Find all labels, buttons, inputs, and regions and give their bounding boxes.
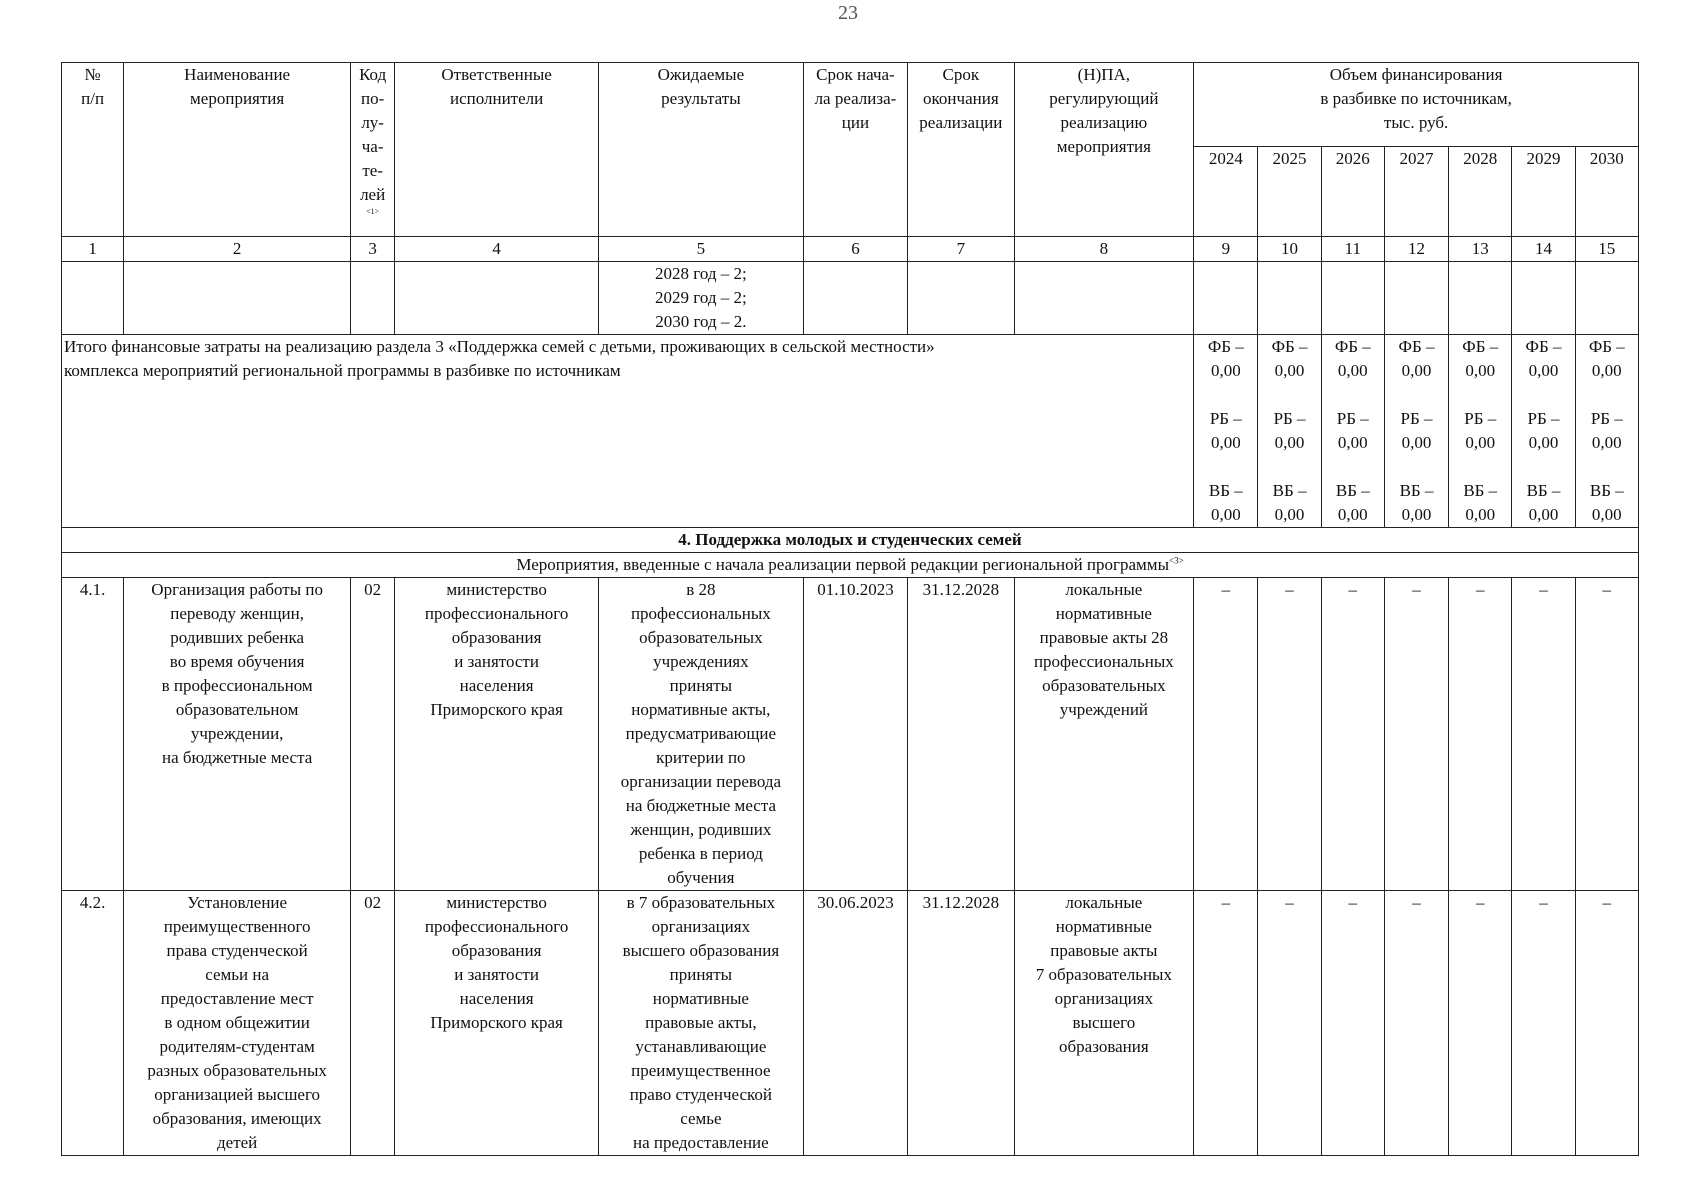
column-number: 4	[395, 237, 599, 262]
header-executors: Ответственные исполнители	[395, 63, 599, 237]
measures-table	[61, 62, 1639, 1156]
column-numbers-row	[62, 237, 1639, 262]
column-number: 11	[1321, 237, 1384, 262]
column-number: 7	[908, 237, 1014, 262]
column-number: 5	[598, 237, 803, 262]
total-funding-cell: ФБ – 0,00 РБ – 0,00 ВБ – 0,00	[1449, 335, 1512, 528]
cell-empty	[1449, 262, 1512, 335]
cell-empty	[803, 262, 907, 335]
row-name: Установление преимущественного права студенческой семьи на предоставление мест в одном общежитии родителям-студентам разных образовательных организацией высшего образования, имеющих детей	[124, 891, 351, 1156]
row-funding: –	[1449, 891, 1512, 1156]
column-number: 14	[1512, 237, 1575, 262]
continuation-results: 2028 год – 2; 2029 год – 2; 2030 год – 2.	[598, 262, 803, 335]
subsection-note: <3>	[1169, 555, 1184, 566]
subsection-cell	[62, 553, 1639, 578]
subsection-row	[62, 553, 1639, 578]
header-code-text: Код по- лу- ча- те- лей	[359, 65, 387, 204]
column-number: 9	[1194, 237, 1258, 262]
header-npa: (Н)ПА, регулирующий реализацию мероприятия	[1014, 63, 1194, 237]
subsection-title: Мероприятия, введенные с начала реализации первой редакции региональной программы	[516, 555, 1169, 574]
total-funding-cell: ФБ – 0,00 РБ – 0,00 ВБ – 0,00	[1575, 335, 1638, 528]
row-funding: –	[1321, 891, 1384, 1156]
header-code-note: <1>	[366, 207, 380, 216]
total-funding-cell: ФБ – 0,00 РБ – 0,00 ВБ – 0,00	[1384, 335, 1448, 528]
header-code	[351, 63, 395, 237]
row-start: 01.10.2023	[803, 578, 907, 891]
total-label: Итого финансовые затраты на реализацию раздела 3 «Поддержка семей с детьми, проживающих в сельской местности» комплекса мероприятий региональной программы в разбивке по источникам	[62, 335, 1194, 528]
row-end: 31.12.2028	[908, 891, 1014, 1156]
row-results: в 28 профессиональных образовательных учреждениях приняты нормативные акты, предусматривающие критерии по организации перевода на бюджетные места женщин, родивших ребенка в период обучения	[598, 578, 803, 891]
total-funding-cell: ФБ – 0,00 РБ – 0,00 ВБ – 0,00	[1321, 335, 1384, 528]
table-row	[62, 578, 1639, 891]
header-results: Ожидаемые результаты	[598, 63, 803, 237]
row-funding: –	[1384, 891, 1448, 1156]
table-row	[62, 891, 1639, 1156]
column-number: 3	[351, 237, 395, 262]
row-funding: –	[1575, 578, 1638, 891]
header-year: 2028	[1449, 147, 1512, 237]
row-num: 4.1.	[62, 578, 124, 891]
header-year: 2025	[1258, 147, 1321, 237]
cell-empty	[908, 262, 1014, 335]
row-code: 02	[351, 578, 395, 891]
row-funding: –	[1449, 578, 1512, 891]
row-num: 4.2.	[62, 891, 124, 1156]
row-code: 02	[351, 891, 395, 1156]
cell-empty	[1575, 262, 1638, 335]
cell-empty	[1384, 262, 1448, 335]
cell-empty	[124, 262, 351, 335]
section-row	[62, 528, 1639, 553]
row-funding: –	[1512, 578, 1575, 891]
cell-empty	[351, 262, 395, 335]
row-funding: –	[1258, 578, 1321, 891]
page-number: 23	[838, 2, 858, 24]
cell-empty	[1194, 262, 1258, 335]
column-number: 8	[1014, 237, 1194, 262]
row-funding: –	[1194, 891, 1258, 1156]
header-year: 2027	[1384, 147, 1448, 237]
row-funding: –	[1194, 578, 1258, 891]
column-number: 1	[62, 237, 124, 262]
row-results: в 7 образовательных организациях высшего образования приняты нормативные правовые акты, устанавливающие преимущественное право студенческой семье на предоставление	[598, 891, 803, 1156]
row-npa: локальные нормативные правовые акты 7 образовательных организациях высшего образования	[1014, 891, 1194, 1156]
header-year: 2024	[1194, 147, 1258, 237]
row-name: Организация работы по переводу женщин, родивших ребенка во время обучения в профессиональном образовательном учреждении, на бюджетные места	[124, 578, 351, 891]
column-number: 10	[1258, 237, 1321, 262]
row-executor: министерство профессионального образования и занятости населения Приморского края	[395, 891, 599, 1156]
total-row	[62, 335, 1639, 528]
cell-empty	[1321, 262, 1384, 335]
row-npa: локальные нормативные правовые акты 28 профессиональных образовательных учреждений	[1014, 578, 1194, 891]
total-funding-cell: ФБ – 0,00 РБ – 0,00 ВБ – 0,00	[1512, 335, 1575, 528]
header-end: Срок окончания реализации	[908, 63, 1014, 237]
column-number: 6	[803, 237, 907, 262]
section-title: 4. Поддержка молодых и студенческих семей	[62, 528, 1639, 553]
total-funding-cell: ФБ – 0,00 РБ – 0,00 ВБ – 0,00	[1258, 335, 1321, 528]
column-number: 13	[1449, 237, 1512, 262]
row-funding: –	[1512, 891, 1575, 1156]
total-funding-cell: ФБ – 0,00 РБ – 0,00 ВБ – 0,00	[1194, 335, 1258, 528]
header-year: 2029	[1512, 147, 1575, 237]
cell-empty	[1258, 262, 1321, 335]
continuation-row	[62, 262, 1639, 335]
header-start: Срок нача- ла реализа- ции	[803, 63, 907, 237]
row-start: 30.06.2023	[803, 891, 907, 1156]
header-num: № п/п	[62, 63, 124, 237]
column-number: 15	[1575, 237, 1638, 262]
cell-empty	[1014, 262, 1194, 335]
cell-empty	[1512, 262, 1575, 335]
header-name: Наименование мероприятия	[124, 63, 351, 237]
row-funding: –	[1258, 891, 1321, 1156]
header-year: 2026	[1321, 147, 1384, 237]
header-year: 2030	[1575, 147, 1638, 237]
row-funding: –	[1321, 578, 1384, 891]
column-number: 2	[124, 237, 351, 262]
row-funding: –	[1575, 891, 1638, 1156]
row-end: 31.12.2028	[908, 578, 1014, 891]
cell-empty	[395, 262, 599, 335]
header-funding: Объем финансирования в разбивке по источникам, тыс. руб.	[1194, 63, 1639, 147]
row-executor: министерство профессионального образования и занятости населения Приморского края	[395, 578, 599, 891]
cell-empty	[62, 262, 124, 335]
row-funding: –	[1384, 578, 1448, 891]
column-number: 12	[1384, 237, 1448, 262]
header-row-1	[62, 63, 1639, 147]
